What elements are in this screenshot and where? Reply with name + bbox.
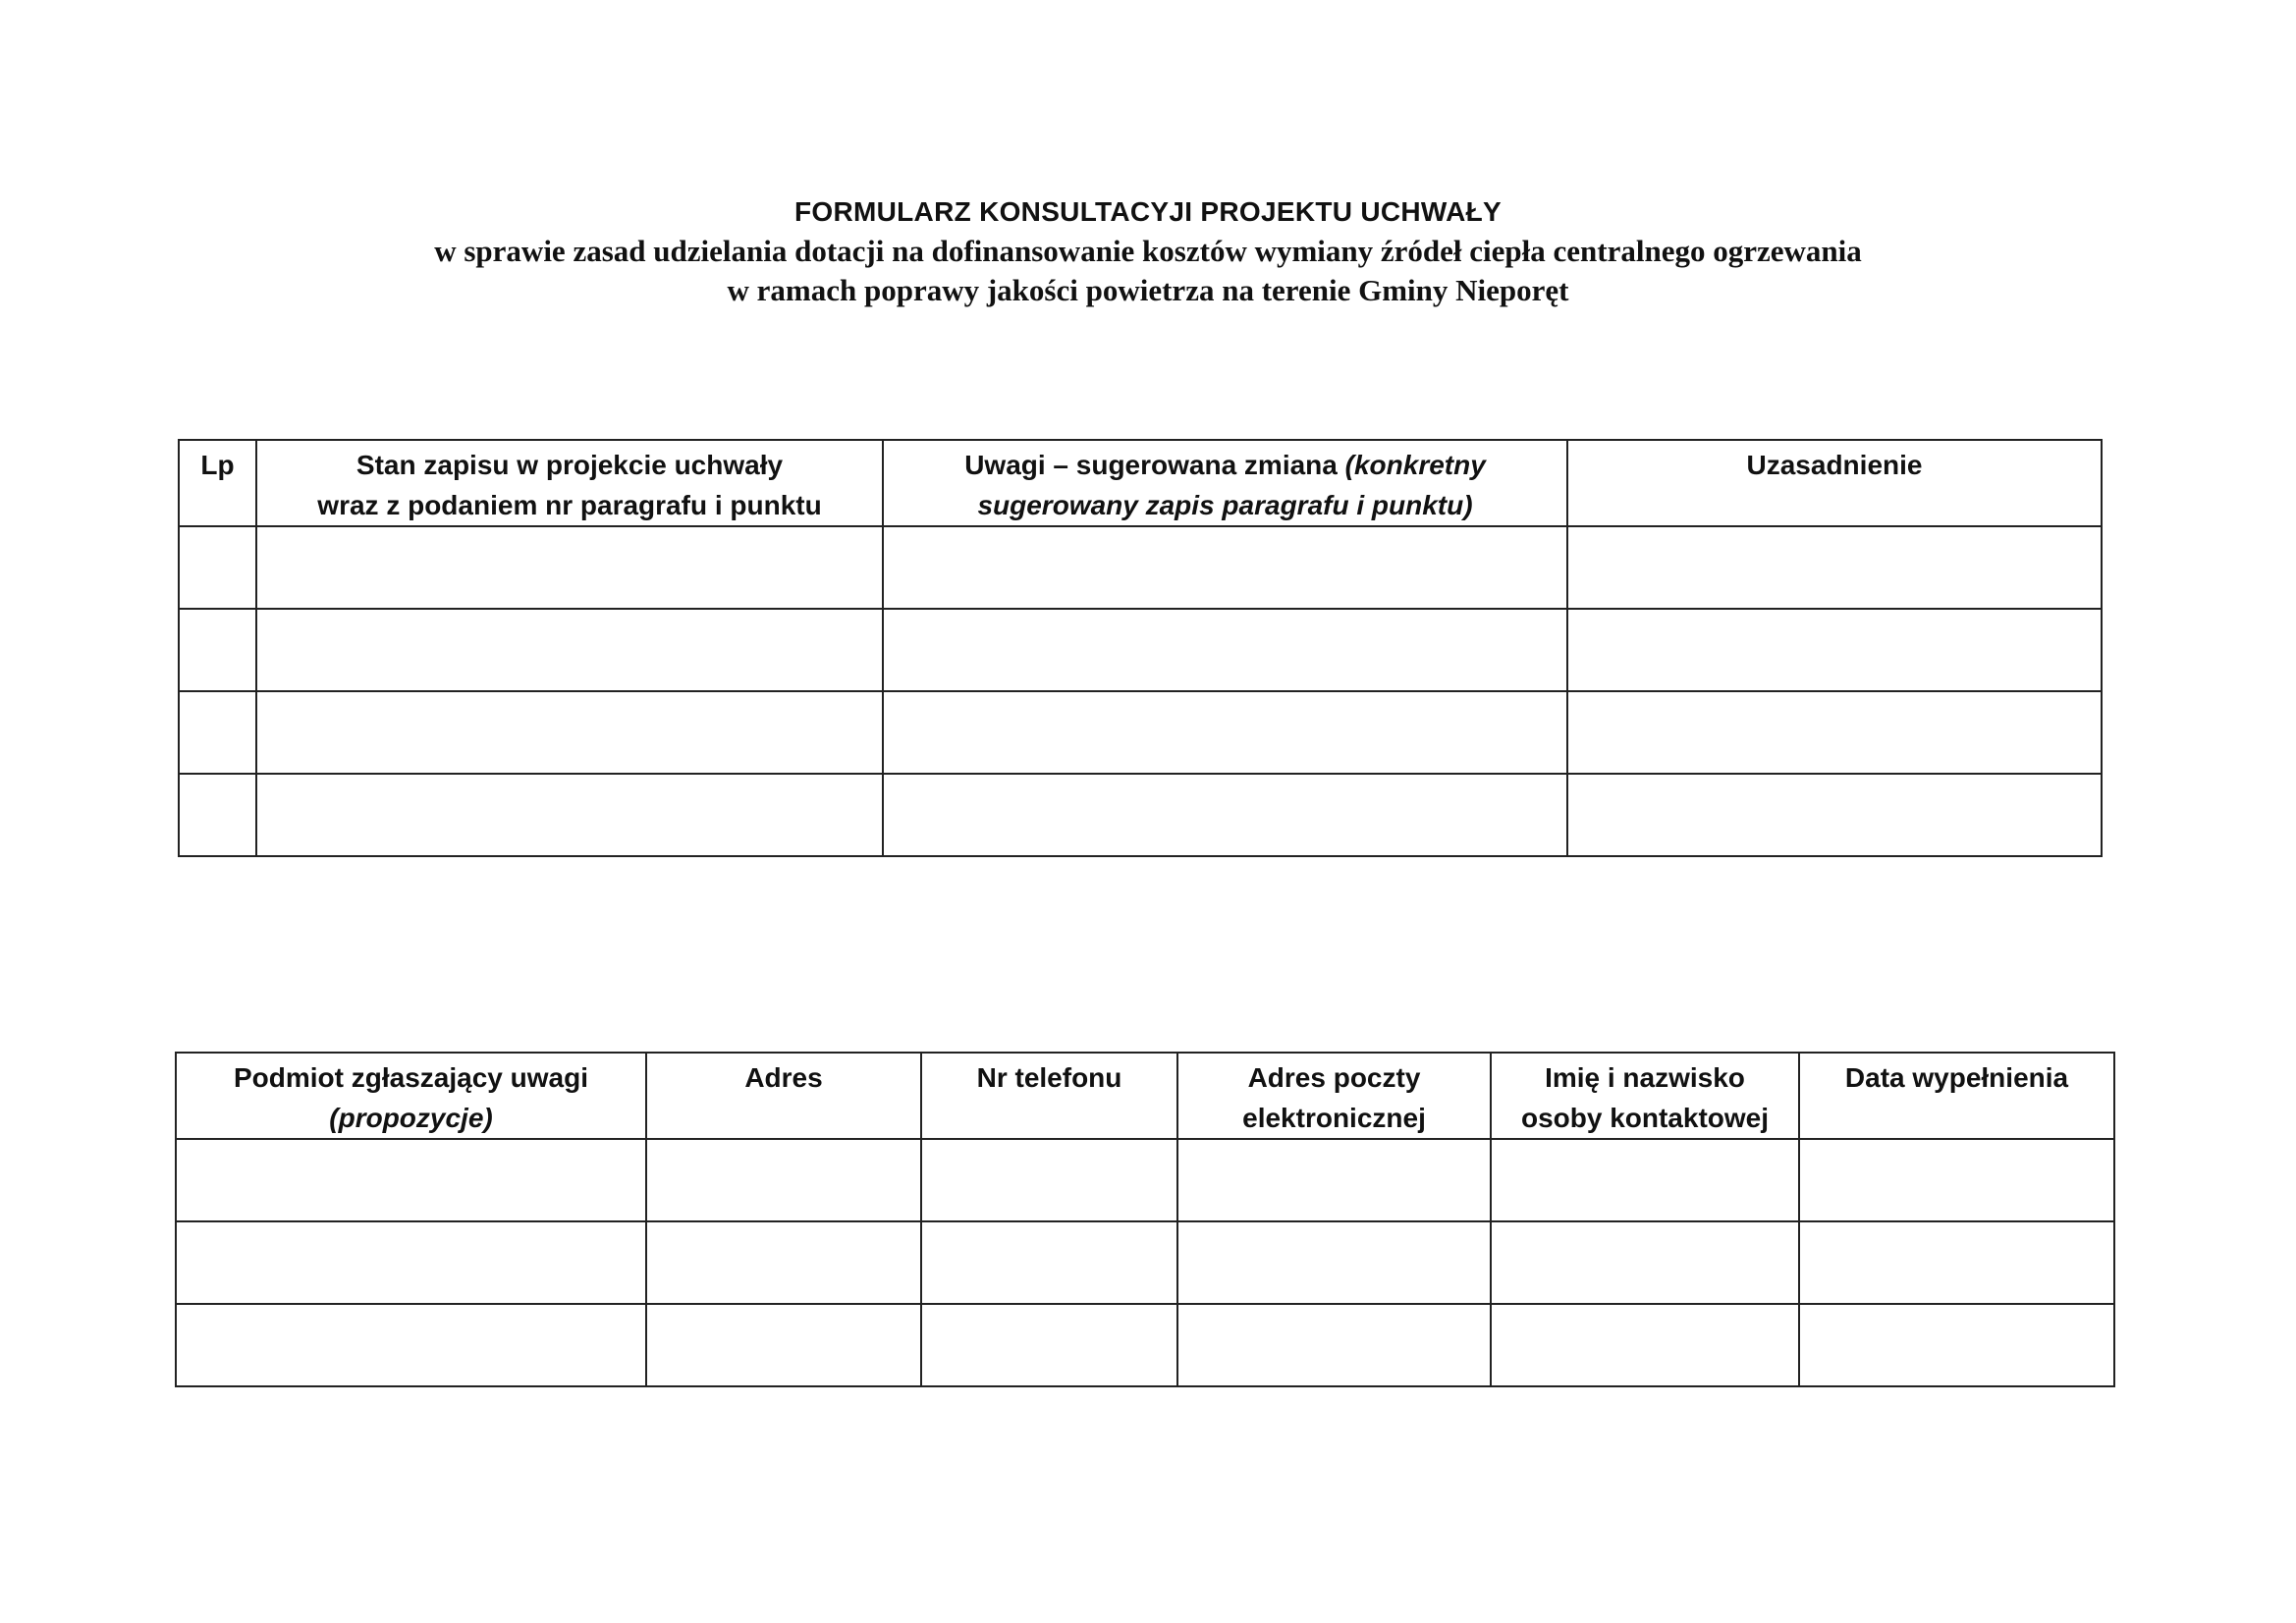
cell-lp[interactable] (179, 526, 256, 609)
cell-email[interactable] (1177, 1221, 1491, 1304)
header-osoba-line-1: Imię i nazwisko (1545, 1062, 1745, 1093)
cell-stan-zapisu[interactable] (256, 526, 883, 609)
form-subtitle-line-2: w ramach poprawy jakości powietrza na terenie Gminy Nieporęt (727, 273, 1569, 307)
header-uwagi-plain: Uwagi – sugerowana zmiana (964, 450, 1345, 480)
cell-stan-zapisu[interactable] (256, 774, 883, 856)
cell-osoba-kontaktowa[interactable] (1491, 1139, 1799, 1221)
table-row (179, 774, 2102, 856)
cell-stan-zapisu[interactable] (256, 609, 883, 691)
cell-adres[interactable] (646, 1221, 921, 1304)
cell-adres[interactable] (646, 1139, 921, 1221)
header-uzasadnienie-label: Uzasadnienie (1746, 450, 1923, 480)
cell-data[interactable] (1799, 1221, 2114, 1304)
table-header-row (176, 1053, 2114, 1139)
table-row (176, 1139, 2114, 1221)
form-subtitle-line-1: w sprawie zasad udzielania dotacji na dofinansowanie kosztów wymiany źródeł ciepła centralnego ogrzewania (434, 234, 1862, 268)
table-row (179, 691, 2102, 774)
cell-telefon[interactable] (921, 1139, 1177, 1221)
column-header-osoba-kontaktowa (1491, 1053, 1799, 1139)
column-header-telefon (921, 1053, 1177, 1139)
header-uwagi-italic-2: sugerowany zapis paragrafu i punktu) (977, 490, 1473, 520)
header-data-label: Data wypełnienia (1844, 1062, 2069, 1093)
submitter-details-table (175, 1052, 2115, 1387)
cell-uwagi[interactable] (883, 609, 1567, 691)
header-osoba-line-2: osoby kontaktowej (1520, 1103, 1770, 1133)
table-header-row (179, 440, 2102, 526)
table-row (179, 526, 2102, 609)
header-email-line-1: Adres poczty (1247, 1062, 1421, 1093)
header-stan-line-1: Stan zapisu w projekcie uchwały (355, 450, 784, 480)
document-header (0, 192, 2296, 310)
column-header-uwagi (883, 440, 1567, 526)
cell-podmiot[interactable] (176, 1304, 646, 1386)
cell-email[interactable] (1177, 1304, 1491, 1386)
cell-lp[interactable] (179, 774, 256, 856)
column-header-data (1799, 1053, 2114, 1139)
column-header-email (1177, 1053, 1491, 1139)
cell-uzasadnienie[interactable] (1567, 526, 2102, 609)
cell-podmiot[interactable] (176, 1139, 646, 1221)
header-podmiot-line-1: Podmiot zgłaszający uwagi (234, 1062, 588, 1093)
table-row (179, 609, 2102, 691)
cell-uwagi[interactable] (883, 526, 1567, 609)
column-header-podmiot (176, 1053, 646, 1139)
header-lp-label: Lp (200, 450, 235, 480)
cell-lp[interactable] (179, 691, 256, 774)
cell-email[interactable] (1177, 1139, 1491, 1221)
header-email-line-2: elektronicznej (1242, 1103, 1426, 1133)
cell-lp[interactable] (179, 609, 256, 691)
cell-telefon[interactable] (921, 1221, 1177, 1304)
cell-data[interactable] (1799, 1304, 2114, 1386)
header-stan-line-2: wraz z podaniem nr paragrafu i punktu (317, 490, 822, 520)
cell-osoba-kontaktowa[interactable] (1491, 1304, 1799, 1386)
column-header-stan-zapisu (256, 440, 883, 526)
table-row (176, 1221, 2114, 1304)
table-row (176, 1304, 2114, 1386)
cell-uwagi[interactable] (883, 691, 1567, 774)
cell-adres[interactable] (646, 1304, 921, 1386)
header-telefon-label: Nr telefonu (976, 1062, 1122, 1093)
header-adres-label: Adres (744, 1062, 823, 1093)
header-podmiot-line-2: (propozycje) (329, 1103, 493, 1133)
cell-podmiot[interactable] (176, 1221, 646, 1304)
column-header-lp (179, 440, 256, 526)
cell-uzasadnienie[interactable] (1567, 774, 2102, 856)
cell-uzasadnienie[interactable] (1567, 609, 2102, 691)
column-header-adres (646, 1053, 921, 1139)
cell-osoba-kontaktowa[interactable] (1491, 1221, 1799, 1304)
cell-uwagi[interactable] (883, 774, 1567, 856)
consultation-remarks-table (178, 439, 2103, 857)
header-uwagi-italic-1: (konkretny (1344, 450, 1486, 480)
form-title: FORMULARZ KONSULTACYJI PROJEKTU UCHWAŁY (794, 196, 1502, 227)
cell-telefon[interactable] (921, 1304, 1177, 1386)
cell-stan-zapisu[interactable] (256, 691, 883, 774)
cell-data[interactable] (1799, 1139, 2114, 1221)
cell-uzasadnienie[interactable] (1567, 691, 2102, 774)
column-header-uzasadnienie (1567, 440, 2102, 526)
